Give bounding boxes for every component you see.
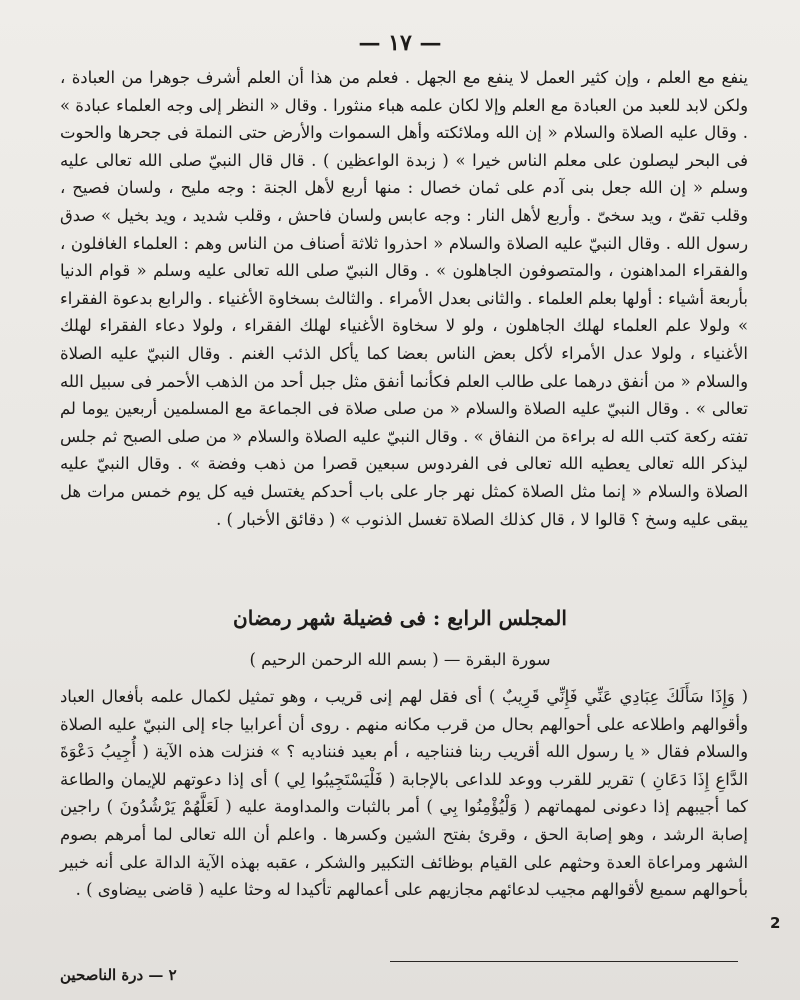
body-paragraph-1: ينفع مع العلم ، وإن كثير العمل لا ينفع مع الجهل . فعلم من هذا أن العلم أشرف جوهرا من العبادة ، ولكن لابد للعبد من العبادة مع العلم وإلا لكان علمه هباء منثورا . وقال « النظر إلى وجه العلماء عبادة » . وقال عليه الصلاة والسلام « إن الله وملائكته وأهل السموات والأرض حتى النملة فى جحرها والحوت فى البحر ليصلون على معلم الناس خيرا » ( زبدة الواعظين ) . قال قال النبيّ صلى الله تعالى عليه وسلم « إن الله جعل بنى آدم على ثمان خصال : منها أربع لأهل الجنة : وجه مليح ، ولسان فصيح ، وقلب تقىّ ، ويد سخىّ . وأربع لأهل النار : وجه عابس ولسان فاحش ، وقلب شديد ، ويد بخيل » صدق رسول الله . وقال النبيّ عليه الصلاة والسلام « احذروا ثلاثة أصناف من الناس وهم : العلماء الغافلون ، والفقراء المداهنون ، والمتصوفون الجاهلون » . وقال النبيّ صلى الله تعالى عليه وسلم « قوام الدنيا بأربعة أشياء : أولها بعلم العلماء . والثانى بعدل الأمراء . والثالث بسخاوة الأغنياء . والرابع بدعوة الفقراء » ولولا علم العلماء لهلك الجاهلون ، ولو لا سخاوة الأغنياء لهلك الفقراء ، ولولا دعاء الفقراء لهلك الأغنياء ، ولولا عدل الأمراء لأكل بعض الناس بعضا كما يأكل الذئب الغنم . وقال النبيّ عليه الصلاة والسلام « من أنفق درهما على طالب العلم فكأنما أنفق مثل جبل أحد من الذهب الأحمر فى سبيل الله تعالى » . وقال النبيّ عليه الصلاة والسلام « من صلى صلاة فى الجماعة مع المسلمين أربعين يوما لم تفته ركعة كتب الله له براءة من النفاق » . وقال النبيّ عليه الصلاة والسلام « من صلى الصبح ثم جلس ليذكر الله تعالى يعطيه الله تعالى فى الفردوس سبعين قصرا من ذهب وفضة » . وقال النبيّ عليه الصلاة والسلام « إنما مثل الصلاة كمثل نهر جار على باب أحدكم يغتسل فيه كل يوم خمس مرات هل يبقى عليه وسخ ؟ قالوا لا ، قال كذلك الصلاة تغسل الذنوب » ( دقائق الأخبار ) . [60,68,748,529]
section-heading: المجلس الرابع : فى فضيلة شهر رمضان [233,606,567,630]
surah-line: سورة البقرة — ( بسم الله الرحمن الرحيم ) [249,650,551,669]
footer-signature: ٢ — درة الناصحين [60,966,177,984]
margin-number: 2 [770,914,781,932]
page-number: — ١٧ — [358,30,442,56]
body-paragraph-2: ( وَإِذَا سَأَلَكَ عِبَادِي عَنِّي فَإِنِّي قَرِيبٌ ) أى فقل لهم إنى قريب ، وهو تمثيل لكمال علمه بأفعال العباد وأقوالهم واطلاعه على أحوالهم بحال من قرب مكانه منهم . روى أن أعرابيا جاء إلى النبيّ عليه الصلاة والسلام فقال « يا رسول الله أقريب ربنا فنناجيه ، أم بعيد فنناديه ؟ » فنزلت هذه الآية ( أُجِيبُ دَعْوَةَ الدَّاعِ إِذَا دَعَانِ ) تقرير للقرب ووعد للداعى بالإجابة ( فَلْيَسْتَجِيبُوا لِي ) أى إذا دعوتهم للإيمان والطاعة كما أجيبهم إذا دعونى لمهماتهم ( وَلْيُؤْمِنُوا بِي ) أمر بالثبات والمداومة عليه ( لَعَلَّهُمْ يَرْشُدُونَ ) راجين إصابة الرشد ، وهو إصابة الحق ، وقرئ بفتح الشين وكسرها . واعلم أن الله تعالى لما أمرهم بصوم الشهر ومراعاة العدة وحثهم على القيام بوظائف التكبير والشكر ، عقبه بهذه الآية الدالة على أنه خبير بأحوالهم سميع لأقوالهم مجيب لدعائهم مجازيهم على أعمالهم تأكيدا له وحثا عليه ( قاضى بيضاوى ) . [60,687,748,900]
footer-rule [390,961,738,962]
